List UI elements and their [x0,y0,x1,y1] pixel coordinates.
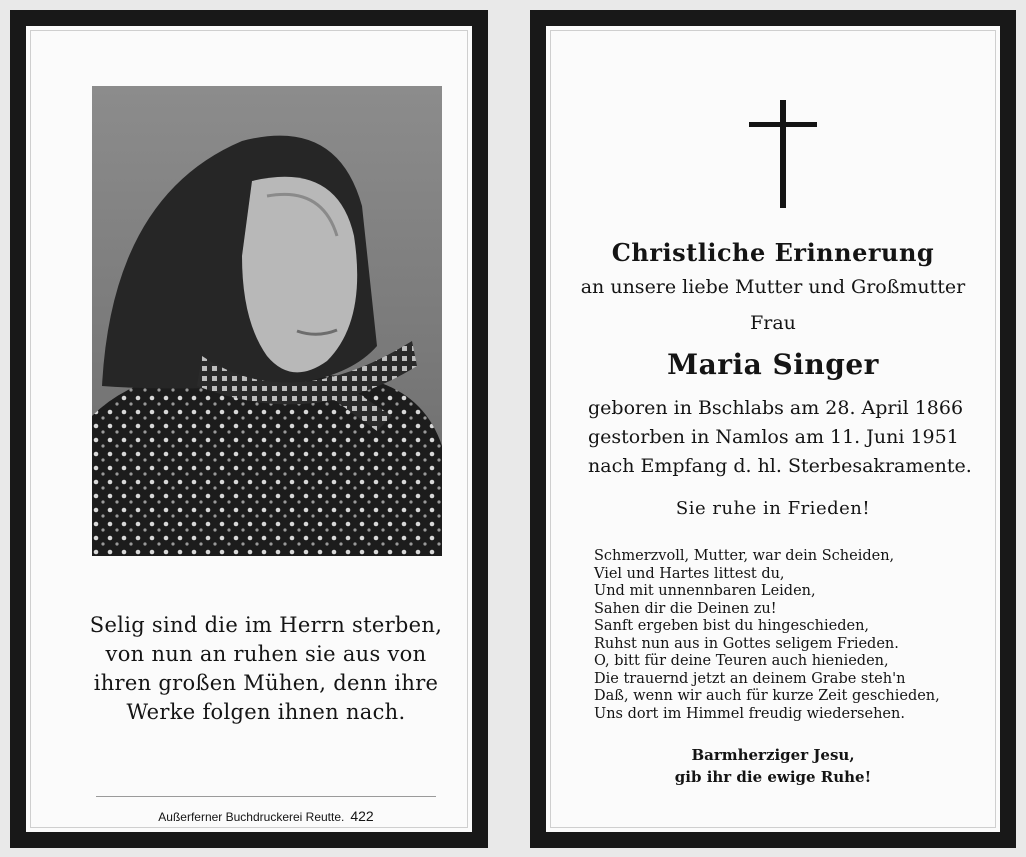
poem-line: Die trauernd jetzt an deinem Grabe steh'n [594,670,906,687]
memorial-subtitle: an unsere liebe Mutter und Großmutter [580,276,966,298]
verse-line: von nun an ruhen sie aus von [105,642,427,666]
portrait-photo [92,86,442,556]
verse-line: ihren großen Mühen, denn ihre [93,671,439,695]
printer-imprint [96,808,436,824]
closing-prayer [546,744,1000,788]
poem-line: Und mit unnennbaren Leiden, [594,583,816,599]
life-dates [588,394,1008,481]
closing-line: Barmherziger Jesu, [691,746,855,764]
deceased-name: Maria Singer [667,348,879,381]
birth-line: geboren in Bschlabs am 28. April 1866 [588,397,964,419]
printer-name: Außerferner Buchdruckerei Reutte. [158,810,345,824]
poem-line: Uns dort im Himmel freudig wiedersehen. [594,705,905,722]
poem-line: Sanft ergeben bist du hingeschieden, [594,618,870,634]
death-line: gestorben in Namlos am 11. Juni 1951 [588,426,959,448]
memorial-card-left [10,10,488,848]
sacrament-line: nach Empfang d. hl. Sterbesakramente. [588,455,972,477]
poem-line: Viel und Hartes littest du, [594,565,785,582]
verse-line: Selig sind die im Herrn sterben, [89,613,443,637]
poem-line: Schmerzvoll, Mutter, war dein Scheiden, [594,548,895,564]
printer-divider [96,796,436,797]
bible-verse [66,611,466,727]
closing-line: gib ihr die ewige Ruhe! [674,768,872,786]
honorific: Frau [750,312,796,334]
portrait-photo-drawing [92,86,442,556]
verse-line: Werke folgen ihnen nach. [126,700,406,724]
memorial-card-right [530,10,1016,848]
printer-number: 422 [350,808,374,824]
latin-cross-icon [749,100,817,208]
memorial-title: Christliche Erinnerung [611,238,935,267]
poem-line: Sahen dir die Deinen zu! [594,600,777,617]
poem-line: Daß, wenn wir auch für kurze Zeit geschieden, [594,688,940,704]
memorial-poem [594,548,994,723]
poem-line: O, bitt für deine Teuren auch hienieden, [594,653,889,669]
rest-in-peace: Sie ruhe in Frieden! [675,498,871,519]
poem-line: Ruhst nun aus in Gottes seligem Frieden. [594,635,899,652]
